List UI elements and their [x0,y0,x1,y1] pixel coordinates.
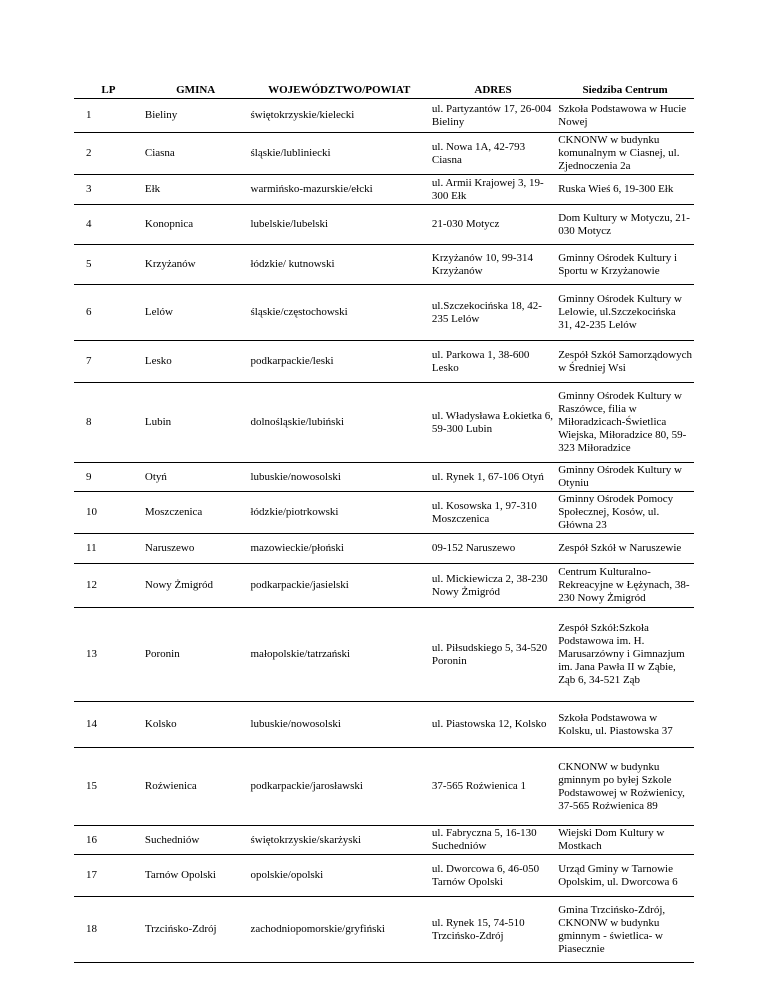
cell-lp: 4 [86,218,92,230]
cell-adres: ul. Dworcowa 6, 46-050 Tarnów Opolski [431,862,540,888]
cell-siedziba: Szkoła Podstawowa w Hucie Nowej [558,102,687,128]
cell-lp: 13 [86,648,97,660]
cell-siedziba: Gminny Ośrodek Kultury w Raszówce, filia w Miłoradzicach-Świetlica Wiejska, Miłoradzice 80, 59-323 Miłoradzice [558,390,687,454]
cell-gmina: Roźwienica [144,780,197,792]
cell-siedziba: Gminny Ośrodek Pomocy Społecznej, Kosów, ul. Główna 23 [558,493,674,531]
cell-lp: 15 [86,780,97,792]
cell-siedziba: Centrum Kulturalno-Rekreacyjne w Łężynach, 38-230 Nowy Żmigród [558,566,690,604]
cell-adres: 37-565 Roźwienica 1 [431,780,526,792]
cell-lp: 12 [86,579,97,591]
cell-lp: 5 [86,258,92,270]
header-siedziba: Siedziba Centrum [556,80,694,99]
table-row [74,748,694,826]
cell-lp: 8 [86,416,92,428]
table-row [74,897,694,963]
cell-wojewodztwo: opolskie/opolski [250,869,324,881]
table-row [74,175,694,205]
cell-wojewodztwo: lubuskie/nowosolski [250,470,341,483]
cell-gmina: Lelów [144,306,173,318]
cell-lp: 14 [86,718,97,730]
cell-siedziba: CKNONW w budynku komunalnym w Ciasnej, ul. Zjednoczenia 2a [558,134,680,172]
cell-wojewodztwo: warmińsko-mazurskie/ełcki [250,183,373,195]
cell-adres: 09-152 Naruszewo [431,542,516,554]
cell-wojewodztwo: małopolskie/tatrzański [250,648,351,660]
table-row [74,564,694,608]
cell-lp: 18 [86,923,97,935]
cell-lp: 1 [86,109,92,121]
cell-adres: ul. Nowa 1A, 42-793 Ciasna [431,140,526,166]
cell-wojewodztwo: łódzkie/piotrkowski [250,506,339,518]
cell-lp: 17 [86,869,97,881]
cell-adres: ul. Rynek 15, 74-510 Trzcińsko-Zdrój [431,916,525,942]
table-row [74,205,694,245]
cell-wojewodztwo: śląskie/lubliniecki [250,147,331,159]
cell-adres: ul. Piastowska 12, Kolsko [431,718,547,730]
cell-wojewodztwo: podkarpackie/jarosławski [250,780,363,792]
table-row [74,383,694,463]
cell-gmina: Suchedniów [144,833,200,846]
cell-lp: 2 [86,147,92,159]
cell-wojewodztwo: świętokrzyskie/kielecki [250,109,355,121]
cell-wojewodztwo: podkarpackie/jasielski [250,579,349,591]
cell-wojewodztwo: łódzkie/ kutnowski [250,258,335,270]
cell-siedziba: Szkoła Podstawowa w Kolsku, ul. Piastowska 37 [558,711,673,737]
header-wojewodztwo: WOJEWÓDZTWO/POWIAT [249,80,430,99]
table-row [74,826,694,855]
cell-adres: ul.Szczekocińska 18, 42-235 Lelów [431,299,542,325]
cell-lp: 7 [86,355,92,367]
cell-lp: 10 [86,506,97,518]
cell-siedziba: Gminny Ośrodek Kultury i Sportu w Krzyżanowie [558,251,678,277]
cell-adres: ul. Rynek 1, 67-106 Otyń [431,470,544,483]
cell-lp: 11 [86,542,97,554]
cell-gmina: Ciasna [144,147,175,159]
cell-siedziba: Gminny Ośrodek Kultury w Otyniu [558,464,682,489]
cell-wojewodztwo: dolnośląskie/lubiński [250,416,344,428]
cell-siedziba: Zespół Szkół:Szkoła Podstawowa im. H. Marusarzówny i Gimnazjum im. Jana Pawła II w Ząbie, Ząb 6, 34-521 Ząb [558,622,685,686]
cell-siedziba: Dom Kultury w Motyczu, 21-030 Motycz [558,211,690,237]
cell-siedziba: CKNONW w budynku gminnym po byłej Szkole Podstawowej w Roźwienicy, 37-565 Roźwienica 89 [558,760,685,812]
cell-gmina: Poronin [144,648,180,660]
cell-gmina: Bieliny [144,109,178,121]
table-row [74,608,694,702]
cell-siedziba: Zespół Szkół w Naruszewie [558,542,682,554]
cell-siedziba: Gminny Ośrodek Kultury w Lelowie, ul.Szczekocińska 31, 42-235 Lelów [558,293,682,331]
table-row [74,702,694,748]
cell-wojewodztwo: śląskie/częstochowski [250,306,348,318]
table-row [74,245,694,285]
cell-siedziba: Urząd Gminy w Tarnowie Opolskim, ul. Dworcowa 6 [558,862,678,888]
cell-siedziba: Gmina Trzcińsko-Zdrój, CKNONW w budynku gminnym - świetlica- w Piasecznie [558,903,666,955]
table-row [74,99,694,133]
centers-table [74,80,694,963]
cell-gmina: Konopnica [144,218,194,230]
cell-adres: ul. Władysława Łokietka 6, 59-300 Lubin [431,409,553,435]
cell-adres: ul. Fabryczna 5, 16-130 Suchedniów [431,827,537,852]
cell-wojewodztwo: lubelskie/lubelski [250,218,329,230]
table-row [74,133,694,175]
header-lp: LP [74,80,143,99]
table-row [74,285,694,341]
cell-adres: ul. Mickiewicza 2, 38-230 Nowy Żmigród [431,572,548,598]
table-row [74,463,694,492]
table-row [74,534,694,564]
table-row [74,855,694,897]
header-adres: ADRES [430,80,556,99]
cell-adres: ul. Piłsudskiego 5, 34-520 Poronin [431,641,548,667]
cell-gmina: Tarnów Opolski [144,869,216,881]
cell-lp: 9 [86,470,92,483]
cell-adres: 21-030 Motycz [431,218,500,230]
cell-wojewodztwo: zachodniopomorskie/gryfiński [250,923,385,935]
table-row [74,492,694,534]
cell-gmina: Ełk [144,183,161,195]
cell-gmina: Lubin [144,416,172,428]
cell-gmina: Trzcińsko-Zdrój [144,923,217,935]
cell-gmina: Kolsko [144,718,177,730]
cell-wojewodztwo: podkarpackie/leski [250,355,334,367]
cell-wojewodztwo: świętokrzyskie/skarżyski [250,833,362,846]
cell-gmina: Nowy Żmigród [144,579,214,591]
cell-siedziba: Zespół Szkół Samorządowych w Średniej Wsi [558,348,692,374]
cell-gmina: Otyń [144,470,167,483]
cell-adres: Krzyżanów 10, 99-314 Krzyżanów [431,251,534,277]
cell-lp: 16 [86,833,97,846]
cell-gmina: Moszczenica [144,506,203,518]
cell-gmina: Krzyżanów [144,258,196,270]
cell-lp: 6 [86,306,92,318]
cell-siedziba: Wiejski Dom Kultury w Mostkach [558,827,665,852]
cell-lp: 3 [86,183,92,195]
cell-wojewodztwo: mazowieckie/płoński [250,542,344,554]
cell-gmina: Lesko [144,355,172,367]
cell-siedziba: Ruska Wieś 6, 19-300 Ełk [558,183,674,195]
cell-adres: ul. Parkowa 1, 38-600 Lesko [431,348,530,374]
cell-adres: ul. Kosowska 1, 97-310 Moszczenica [431,499,537,525]
table-row [74,341,694,383]
header-gmina: GMINA [143,80,249,99]
cell-adres: ul. Partyzantów 17, 26-004 Bieliny [431,102,552,128]
cell-gmina: Naruszewo [144,542,195,554]
cell-adres: ul. Armii Krajowej 3, 19-300 Ełk [431,176,544,202]
cell-wojewodztwo: lubuskie/nowosolski [250,718,341,730]
header-row [74,80,694,99]
